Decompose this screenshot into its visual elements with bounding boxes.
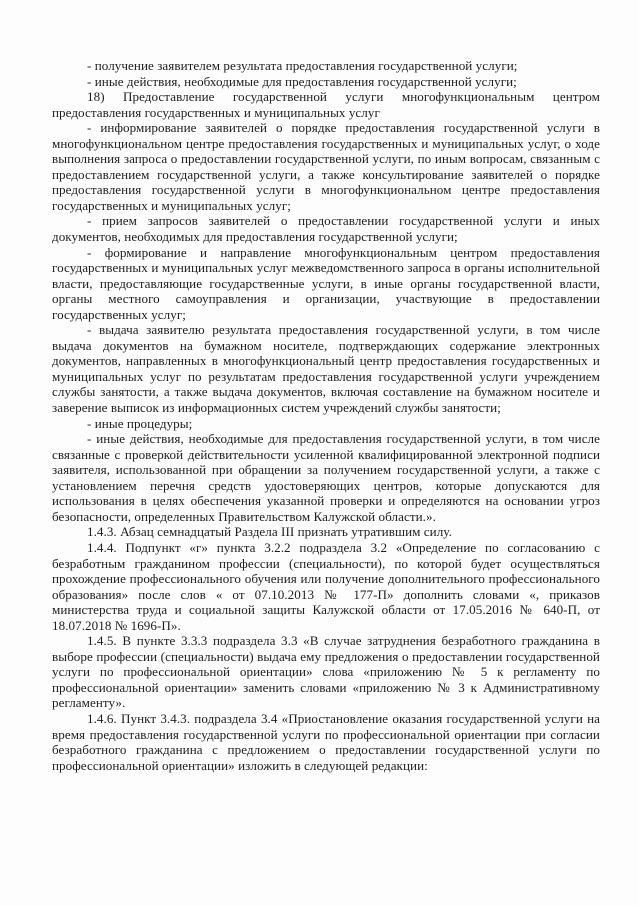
document-body bbox=[52, 58, 600, 773]
paragraph-8: - иные процедуры; bbox=[87, 415, 193, 431]
paragraph-5: - прием запросов заявителей о предоставлении государственной услуги и иных документов, необходимых для предоставления государственной услуги; bbox=[52, 213, 600, 245]
paragraph-1: - получение заявителем результата предоставления государственной услуги; bbox=[87, 58, 518, 73]
paragraph-11: 1.4.4. Подпункт «г» пункта 3.2.2 подраздела 3.2 «Определение по согласованию с безработным гражданином профессии (специальности), по которой будет осуществляться прохождение профессионального обучения или получение дополнительного профессионального образования» после слов « от 07.10.2013 № 177-П» дополнить словами «, приказов министерства труда и социальной защиты Калужской области от 17.05.2016 № 640-П, от 18.07.2018 № 1696-П». bbox=[52, 539, 600, 633]
paragraph-4: - информирование заявителей о порядке предоставления государственной услуги в многофункциональном центре предоставления государственных и муниципальных услуг, о ходе выполнения запроса о предоставлении государственной услуги, по иным вопросам, связанным с предоставлением государственной услуги, а также консультирование заявителей о порядке предоставления государственной услуги в многофункциональном центре предоставления государственных и муниципальных услуг; bbox=[52, 120, 600, 213]
paragraph-6: - формирование и направление многофункциональным центром предоставления государственных и муниципальных услуг межведомственного запроса в органы исполнительной власти, предоставляющие государственные услуги, в иные органы государственной власти, органы местного самоуправления и организации, участвующие в предоставлении государственных услуг; bbox=[52, 244, 600, 322]
paragraph-10: 1.4.3. Абзац семнадцатый Раздела III признать утратившим силу. bbox=[87, 524, 452, 540]
paragraph-2: - иные действия, необходимые для предоставления государственной услуги; bbox=[87, 73, 517, 89]
paragraph-3: 18) Предоставление государственной услуги многофункциональным центром предоставления государственных и муниципальных услуг bbox=[52, 89, 600, 120]
paragraph-12: 1.4.5. В пункте 3.3.3 подраздела 3.3 «В случае затруднения безработного гражданина в выборе профессии (специальности) выдача ему предложения о предоставлении государственной услуги по профессиональной ориентации» слова «приложению № 5 к регламенту по профессиональной ориентации» заменить словами «приложению № 3 к Административному регламенту». bbox=[52, 633, 600, 711]
paragraph-7: - выдача заявителю результата предоставления государственной услуги, в том числе выдача документов на бумажном носителе, подтверждающих содержание электронных документов, направленных в многофункциональный центр предоставления государственных и муниципальных услуг по результатам предоставления государственной услуги учреждением службы занятости, а также выдача документов, включая составление на бумажном носителе и заверение выписок из информационных систем учреждений службы занятости; bbox=[52, 322, 600, 416]
paragraph-13: 1.4.6. Пункт 3.4.3. подраздела 3.4 «Приостановление оказания государственной услуги на время предоставления государственной услуги по профессиональной ориентации при согласии безработного гражданина с предложением о предоставлении государственной услуги по профессиональной ориентации» изложить в следующей редакции: bbox=[52, 710, 600, 773]
paragraph-9: - иные действия, необходимые для предоставления государственной услуги, в том числе связанные с проверкой действительности усиленной квалифицированной электронной подписи заявителя, использованной при обращении за получением государственной услуги, а также с установлением перечня средств удостоверяющих центров, которые допускаются для использования в целях обеспечения указанной проверки и определяются на основании угроз безопасности, определенных Правительством Калужской области.». bbox=[52, 431, 600, 524]
